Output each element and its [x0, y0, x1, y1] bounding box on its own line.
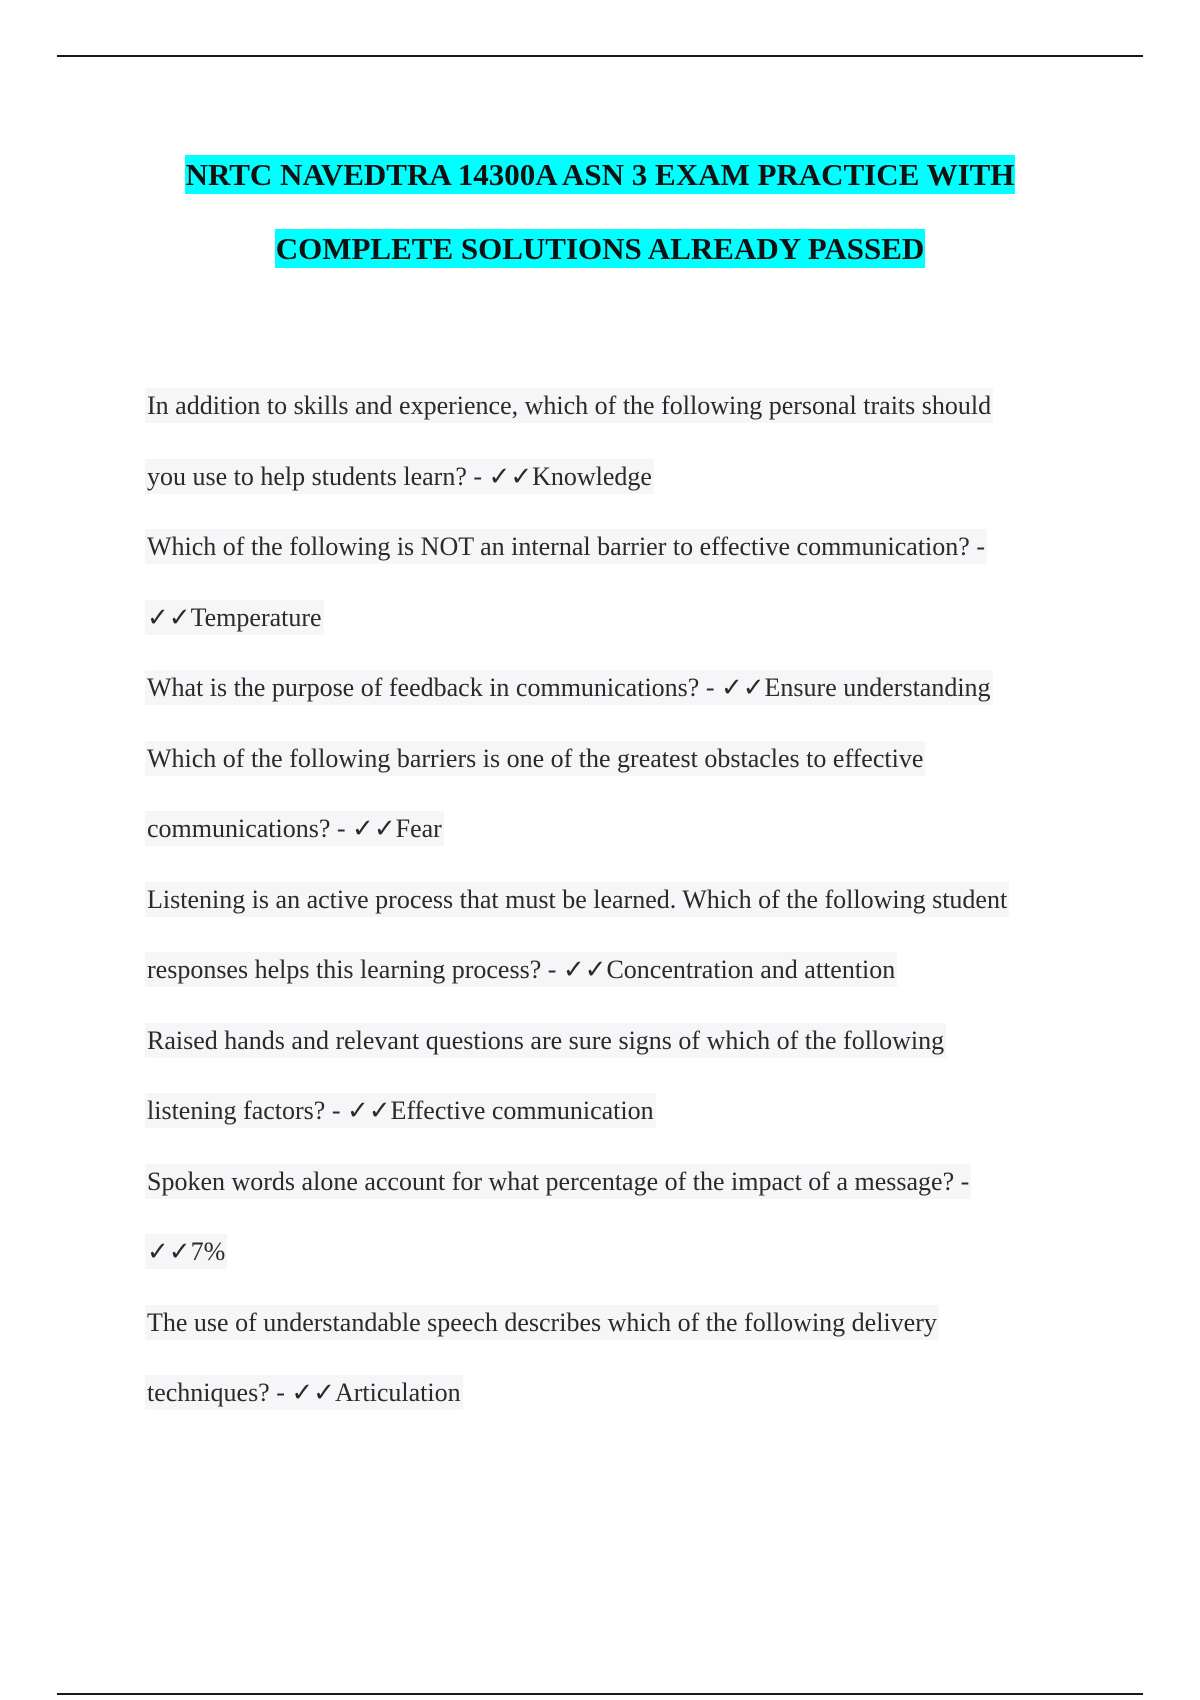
qa-text: Which of the following barriers is one of the greatest obstacles to effective — [145, 741, 925, 776]
title-line — [0, 212, 1200, 286]
qa-line — [145, 512, 1095, 583]
qa-text: Raised hands and relevant questions are sure signs of which of the following — [145, 1023, 946, 1058]
qa-text: The use of understandable speech describes which of the following delivery — [145, 1305, 939, 1340]
qa-text: What is the purpose of feedback in communications? - ✓✓Ensure understanding — [145, 670, 993, 705]
qa-line — [145, 935, 1095, 1006]
bottom-rule — [57, 1693, 1143, 1695]
qa-text: ✓✓7% — [145, 1234, 227, 1269]
qa-line — [145, 794, 1095, 865]
qa-text: you use to help students learn? - ✓✓Knowledge — [145, 459, 654, 494]
qa-line — [145, 1217, 1095, 1288]
qa-line — [145, 1006, 1095, 1077]
qa-text: communications? - ✓✓Fear — [145, 811, 444, 846]
qa-text: Spoken words alone account for what percentage of the impact of a message? - — [145, 1164, 971, 1199]
question-answer-list — [145, 371, 1095, 1429]
qa-text: In addition to skills and experience, which of the following personal traits should — [145, 388, 993, 423]
title-line — [0, 138, 1200, 212]
qa-text: techniques? - ✓✓Articulation — [145, 1375, 463, 1410]
qa-text: Which of the following is NOT an internal barrier to effective communication? - — [145, 529, 987, 564]
qa-text: listening factors? - ✓✓Effective communication — [145, 1093, 656, 1128]
qa-text: ✓✓Temperature — [145, 600, 324, 635]
title-text: NRTC NAVEDTRA 14300A ASN 3 EXAM PRACTICE WITH — [185, 157, 1015, 192]
qa-line — [145, 371, 1095, 442]
qa-line — [145, 1147, 1095, 1218]
qa-text: Listening is an active process that must be learned. Which of the following student — [145, 882, 1009, 917]
top-rule — [57, 55, 1143, 57]
qa-line — [145, 865, 1095, 936]
title-text: COMPLETE SOLUTIONS ALREADY PASSED — [275, 231, 925, 266]
qa-line — [145, 1358, 1095, 1429]
qa-line — [145, 1076, 1095, 1147]
qa-line — [145, 1288, 1095, 1359]
qa-line — [145, 653, 1095, 724]
qa-line — [145, 583, 1095, 654]
document-title — [0, 138, 1200, 286]
qa-text: responses helps this learning process? - ✓✓Concentration and attention — [145, 952, 897, 987]
qa-line — [145, 442, 1095, 513]
qa-line — [145, 724, 1095, 795]
